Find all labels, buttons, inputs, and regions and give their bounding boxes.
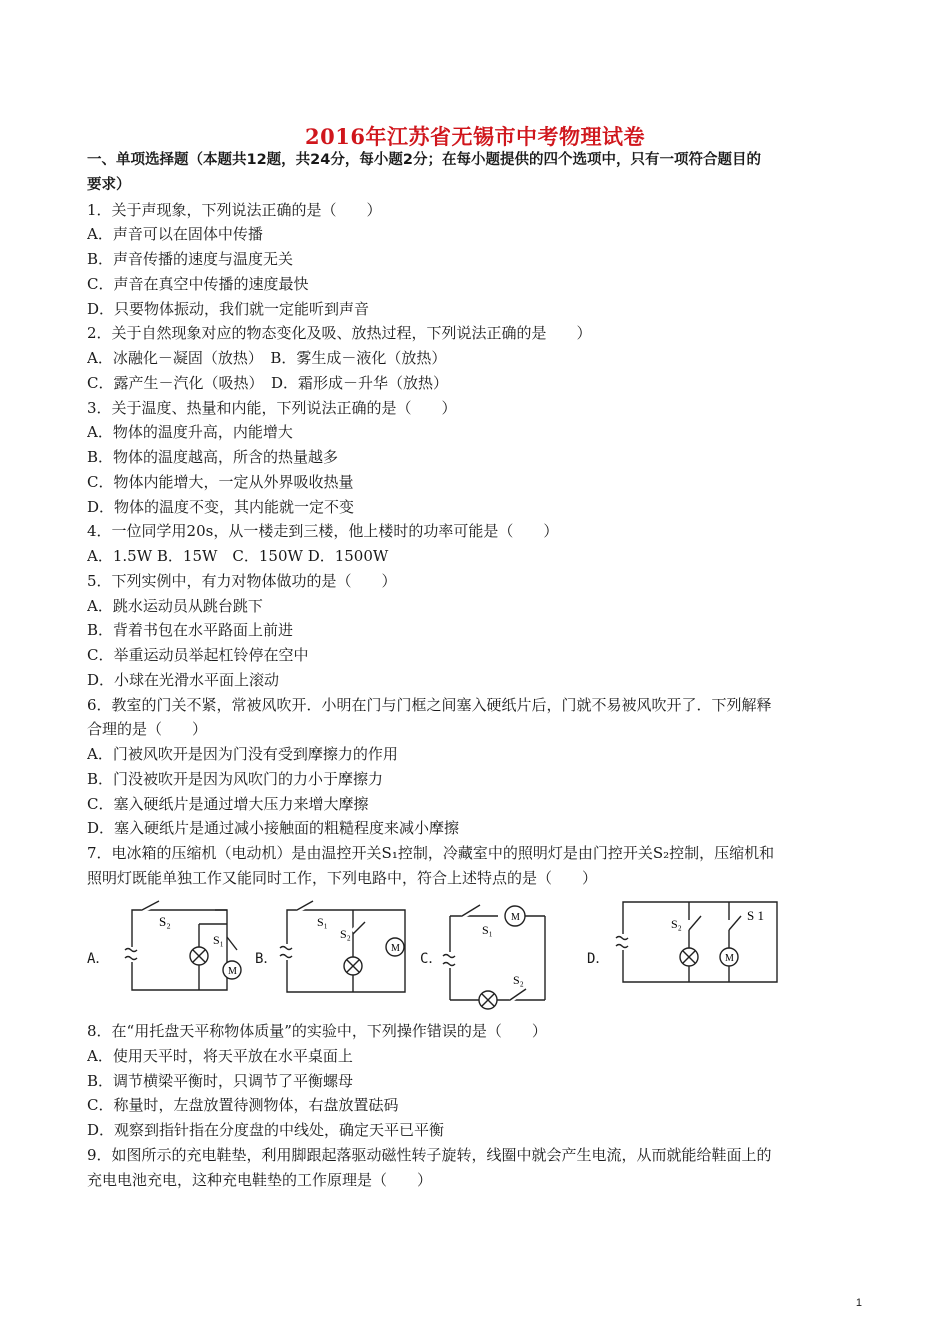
switch-s2-label: S₂ — [159, 914, 171, 929]
text-line: C．物体内能增大，一定从外界吸收热量 — [87, 472, 354, 491]
text-line: 6．教室的门关不紧，常被风吹开．小明在门与门框之间塞入硬纸片后，门就不易被风吹开了．下列解释 — [87, 695, 772, 714]
circuit-diagram-d — [587, 892, 792, 992]
text-line: 充电电池充电，这种充电鞋垫的工作原理是（ ） — [87, 1170, 433, 1189]
text-line: A．使用天平时，将天平放在水平桌面上 — [87, 1046, 353, 1065]
switch-s1-label-b: S₁ — [317, 915, 328, 929]
text-line: B．门没被吹开是因为风吹门的力小于摩擦力 — [87, 769, 384, 788]
circuit-diagram-c — [420, 892, 570, 1010]
text-line: 4．一位同学用20s，从一楼走到三楼，他上楼时的功率可能是（ ） — [87, 522, 559, 541]
circuit-option-d — [587, 892, 792, 1010]
section-heading-cont: 要求） — [87, 176, 131, 193]
text-line: A．冰融化－凝固（放热） B．雾生成－液化（放热） — [87, 349, 447, 367]
text-line: 合理的是（ ） — [87, 720, 208, 739]
text-line: B．声音传播的速度与温度无关 — [87, 250, 294, 268]
motor-label-d: M — [725, 953, 734, 964]
circuit-diagram-b — [255, 892, 415, 1002]
switch-s1-label-d: S 1 — [747, 908, 764, 923]
switch-s2-label-d: S₂ — [671, 917, 682, 931]
text-line: A．声音可以在固体中传播 — [87, 225, 263, 244]
switch-s2-label-c: S₂ — [513, 973, 524, 987]
motor-label-b: M — [391, 943, 400, 954]
motor-label-c: M — [511, 912, 520, 923]
text-line: A．物体的温度升高，内能增大 — [87, 423, 293, 442]
circuit-diagram-a — [87, 892, 257, 1010]
text-line: A．1.5W B．15W C．150W D．1500W — [87, 547, 389, 565]
text-line: 8．在“用托盘天平称物体质量”的实验中，下列操作错误的是（ ） — [87, 1022, 547, 1040]
text-line: 5．下列实例中，有力对物体做功的是（ ） — [87, 571, 397, 590]
option-label-c: C． — [420, 951, 443, 967]
circuit-option-c — [420, 892, 570, 1010]
option-label-b: B． — [255, 951, 278, 967]
option-label-a: A． — [87, 951, 110, 967]
text-line: 7．电冰箱的压缩机（电动机）是由温控开关S₁控制，冷藏室中的照明灯是由门控开关S₂控制，压缩机和 — [87, 844, 775, 862]
text-line: A．门被风吹开是因为门没有受到摩擦力的作用 — [87, 745, 398, 763]
section-heading: 一、单项选择题（本题共12题，共24分，每小题2分；在每小题提供的四个选项中，只有一项符合题目的 — [87, 152, 761, 168]
option-label-d: D． — [587, 951, 610, 967]
text-line: C．塞入硬纸片是通过增大压力来增大摩擦 — [87, 794, 369, 813]
page-number: 1 — [855, 1297, 862, 1309]
motor-label: M — [228, 966, 237, 977]
content-block-top — [87, 148, 877, 891]
switch-s1-label-c: S₁ — [482, 923, 493, 937]
switch-s2-label-b: S₂ — [340, 927, 351, 941]
text-line: B．物体的温度越高，所含的热量越多 — [87, 448, 339, 466]
switch-s1-label: S₁ — [213, 933, 224, 947]
text-line: B．背着书包在水平路面上前进 — [87, 621, 294, 640]
content-block-bottom — [87, 1019, 877, 1192]
text-line: D．只要物体振动，我们就一定能听到声音 — [87, 299, 370, 318]
text-line: 照明灯既能单独工作又能同时工作，下列电路中，符合上述特点的是（ ） — [87, 868, 598, 887]
text-line: B．调节横梁平衡时，只调节了平衡螺母 — [87, 1071, 354, 1090]
text-line: D．物体的温度不变，其内能就一定不变 — [87, 497, 355, 516]
circuit-option-a — [87, 892, 257, 1010]
text-line: C．声音在真空中传播的速度最快 — [87, 274, 309, 293]
text-line: 1．关于声现象，下列说法正确的是（ ） — [87, 200, 382, 219]
text-line: C．露产生－汽化（吸热） D．霜形成－升华（放热） — [87, 373, 449, 392]
circuit-options-row — [87, 892, 807, 1010]
text-line: 9．如图所示的充电鞋垫，利用脚跟起落驱动磁性转子旋转，线圈中就会产生电流，从而就能给鞋面上的 — [87, 1145, 772, 1164]
text-line: D．小球在光滑水平面上滚动 — [87, 670, 280, 689]
text-line: 3．关于温度、热量和内能，下列说法正确的是（ ） — [87, 398, 457, 417]
text-line: C．称量时，左盘放置待测物体，右盘放置砝码 — [87, 1096, 399, 1115]
text-line: D．观察到指针指在分度盘的中线处，确定天平已平衡 — [87, 1121, 445, 1139]
text-line: D．塞入硬纸片是通过减小接触面的粗糙程度来减小摩擦 — [87, 819, 460, 838]
text-line: C．举重运动员举起杠铃停在空中 — [87, 646, 309, 664]
circuit-option-b — [255, 892, 415, 1010]
text-line: A．跳水运动员从跳台跳下 — [87, 596, 263, 615]
text-line: 2．关于自然现象对应的物态变化及吸、放热过程，下列说法正确的是 ） — [87, 324, 592, 343]
exam-title: 2016年江苏省无锡市中考物理试卷 — [305, 124, 645, 149]
